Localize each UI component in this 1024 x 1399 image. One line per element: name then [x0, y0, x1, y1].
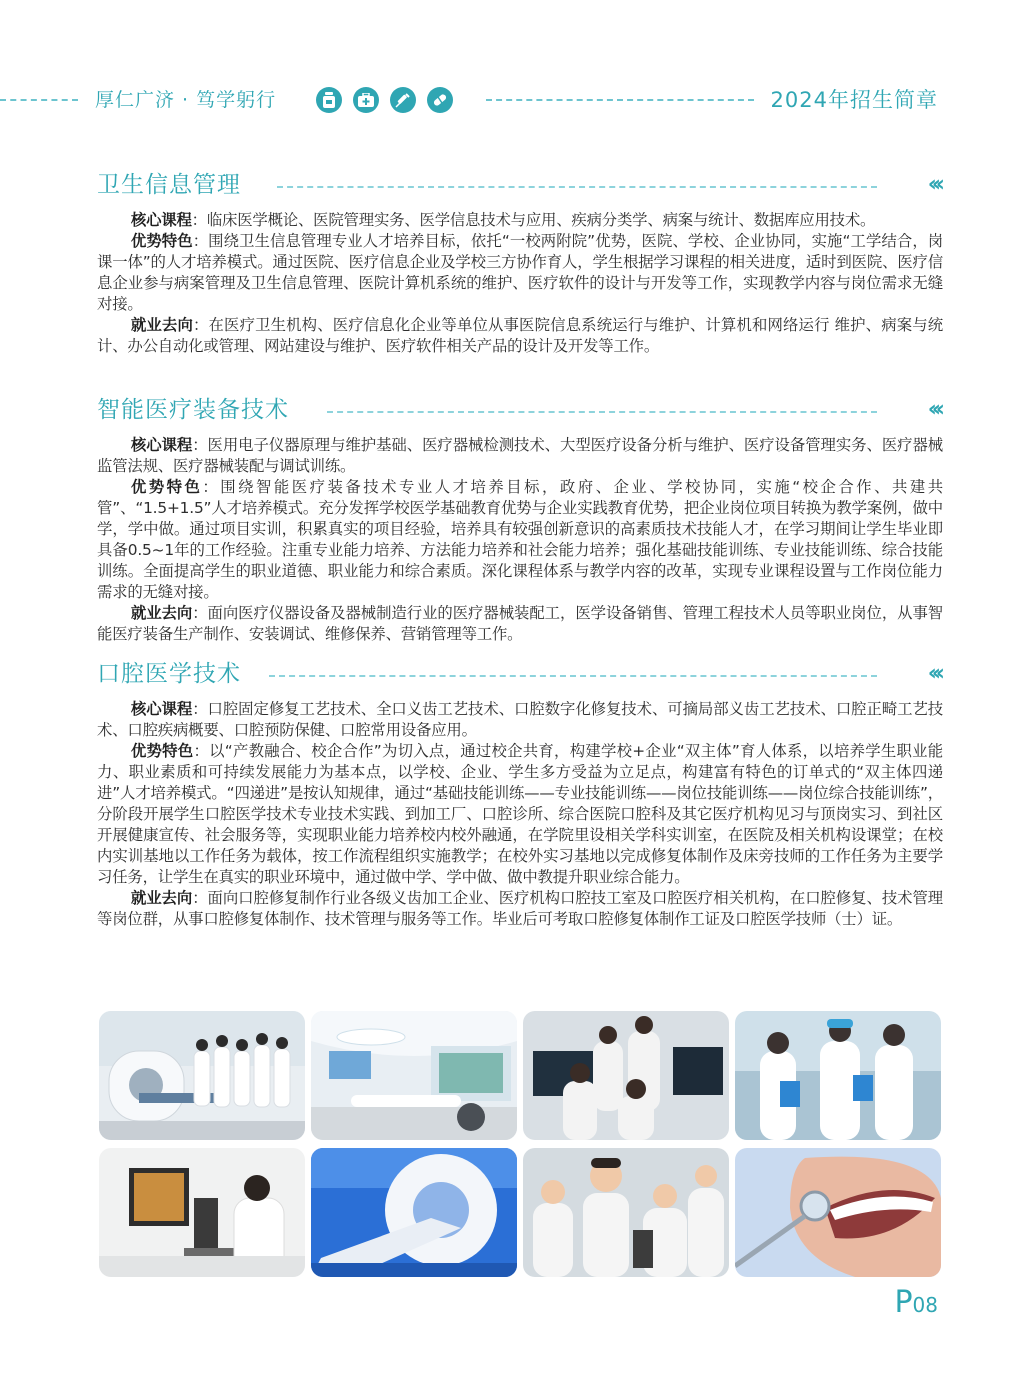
features-paragraph: 优势特色：围绕智能医疗装备技术专业人才培养目标，政府、企业、学校协同，实施“校企合作、共建共管”、“1.5+1.5”人才培养模式。充分发挥学校医学基础教育优势与企业实践教育优势，把企业岗位项目转换为教学案例，做中学，学中做。通过项目实训，积累真实的项目经验，培养具有较强创新意识的高素质技术技能人才，在学习期间让学生毕业即具备0.5~1年的工作经验。注重专业能力培养、方法能力培养和社会能力培养；强化基础技能训练、专业技能训练、综合技能训练。全面提高学生的职业道德、职业能力和综合素质。深化课程体系与教学内容的改革，实现专业课程设置与工作岗位能力需求的无缝对接。	[97, 478, 943, 601]
core-courses-paragraph: 核心课程：医用电子仪器原理与维护基础、医疗器械检测技术、大型医疗设备分析与维护、医疗设备管理实务、医疗器械监管法规、医疗器械装配与调试训练。	[97, 436, 943, 475]
features-paragraph: 优势特色：以“产教融合、校企合作”为切入点，通过校企共育，构建学校+企业“双主体”育人体系，以培养学生职业能力、职业素质和可持续发展能力为基本点，以学校、企业、学生多方受益为立足点，构建富有特色的订单式的“双主体四递进”人才培养模式。“四递进”是按认知规律，通过“基础技能训练——专业技能训练——岗位技能训练——岗位综合技能训练”，分阶段开展学生口腔医学技术专业技术实践、到加工厂、口腔诊所、综合医院口腔科及其它医疗机构见习与顶岗实习、到社区开展健康宣传、社会服务等，实现职业能力培养校内校外融通，在学院里设相关学科实训室，在医院及相关机构设课堂；在校内实训基地以工作任务为载体，按工作流程组织实施教学；在校外实习基地以完成修复体制作及床旁技师的工作任务为主要学习任务，让学生在真实的职业环境中，通过做中学、学中做、做中教提升职业综合能力。	[97, 742, 943, 886]
paragraph-label: 就业去向	[130, 316, 193, 334]
school-motto: 厚仁广济 · 笃学躬行	[95, 89, 277, 111]
header-right-dash	[486, 99, 754, 101]
paragraph-label: 优势特色	[130, 232, 193, 250]
photo-grid	[99, 1011, 942, 1277]
header-left-dash	[0, 99, 78, 101]
section-dash-line	[269, 675, 877, 677]
photo-microscope-computer	[99, 1148, 305, 1277]
features-paragraph: 优势特色：围绕卫生信息管理专业人才培养目标，依托“一校两附院”优势，医院、学校、企业协同，实施“工学结合，岗课一体”的人才培养模式。通过医院、医疗信息企业及学校三方协作育人，学生根据学习课程的相关进度，适时到医院、医疗信息企业参与病案管理及卫生信息管理、医院计算机系统的维护、医疗软件的设计与开发等工作，实现教学内容与岗位需求无缝对接。	[97, 232, 943, 313]
photo-computer-lab	[523, 1011, 729, 1140]
medicine-bottle-icon	[316, 87, 342, 113]
core-courses-paragraph: 核心课程：临床医学概论、医院管理实务、医学信息技术与应用、疾病分类学、病案与统计、数据库应用技术。	[130, 211, 876, 229]
paragraph-label: 核心课程	[130, 211, 192, 229]
triple-chevron-left-icon: ‹‹‹	[927, 172, 940, 197]
section-header	[97, 168, 943, 204]
page-number-value: 08	[912, 1293, 938, 1317]
section-title: 卫生信息管理	[97, 172, 241, 198]
section-health-info-management	[97, 168, 943, 357]
paragraph-text: 围绕卫生信息管理专业人才培养目标，依托“一校两附院”优势，医院、学校、企业协同，实施“工学结合，岗课一体”的人才培养模式。通过医院、医疗信息企业及学校三方协作育人，学生根据学习课程的相关进度，适时到医院、医疗信息企业参与病案管理及卫生信息管理、医院计算机系统的维护、医疗软件的设计与开发等工作，实现教学内容与岗位需求无缝对接。	[97, 232, 943, 313]
page-number	[894, 1283, 938, 1327]
photo-group-microscope	[523, 1148, 729, 1277]
employment-paragraph: 就业去向：在医疗卫生机构、医疗信息化企业等单位从事医院信息系统运行与维护、计算机和网络运行 维护、病案与统计、办公自动化或管理、网站建设与维护、医疗软件相关产品的设计及开发等工作。	[97, 316, 943, 355]
section-title: 智能医疗装备技术	[97, 397, 289, 423]
page-header	[0, 84, 1024, 116]
paragraph-label: 核心课程	[130, 436, 193, 454]
paragraph-text: 口腔固定修复工艺技术、全口义齿工艺技术、口腔数字化修复技术、可摘局部义齿工艺技术、口腔正畸工艺技术、口腔疾病概要、口腔预防保健、口腔常用设备应用。	[97, 700, 943, 739]
brochure-title: 2024年招生简章	[770, 88, 938, 112]
section-dental-technology	[97, 657, 943, 930]
section-dash-line	[327, 411, 877, 413]
section-header	[97, 393, 943, 429]
first-aid-kit-icon	[353, 87, 379, 113]
header-icon-row	[316, 87, 453, 113]
paragraph-text: 面向口腔修复制作行业各级义齿加工企业、医疗机构口腔技工室及口腔医疗相关机构，在口腔修复、技术管理等岗位群，从事口腔修复体制作、技术管理与服务等工作。毕业后可考取口腔修复体制作工证及口腔医学技师（士）证。	[97, 889, 943, 928]
paragraph-text: 以“产教融合、校企合作”为切入点，通过校企共育，构建学校+企业“双主体”育人体系，以培养学生职业能力、职业素质和可持续发展能力为基本点，以学校、企业、学生多方受益为立足点，构建富有特色的订单式的“双主体四递进”人才培养模式。“四递进”是按认知规律，通过“基础技能训练——专业技能训练——岗位技能训练——岗位综合技能训练”，分阶段开展学生口腔医学技术专业技术实践、到加工厂、口腔诊所、综合医院口腔科及其它医疗机构见习与顶岗实习、到社区开展健康宣传、社会服务等，实现职业能力培养校内校外融通，在学院里设相关学科实训室，在医院及相关机构设课堂；在校内实训基地以工作任务为载体，按工作流程组织实施教学；在校外实习基地以完成修复体制作及床旁技师的工作任务为主要学习任务，让学生在真实的职业环境中，通过做中学、学中做、做中教提升职业综合能力。	[97, 742, 943, 886]
section-dash-line	[277, 186, 877, 188]
photo-students-with-clipboards	[735, 1011, 941, 1140]
pill-icon	[427, 87, 453, 113]
triple-chevron-left-icon: ‹‹‹	[927, 397, 940, 422]
paragraph-label: 优势特色	[130, 742, 194, 760]
triple-chevron-left-icon: ‹‹‹	[927, 661, 940, 686]
syringe-icon	[390, 87, 416, 113]
paragraph-label: 优势特色	[130, 478, 203, 496]
employment-paragraph: 就业去向：面向医疗仪器设备及器械制造行业的医疗器械装配工，医学设备销售、管理工程技术人员等职业岗位，从事智能医疗装备生产制作、安装调试、维修保养、营销管理等工作。	[97, 604, 943, 643]
paragraph-text: 临床医学概论、医院管理实务、医学信息技术与应用、疾病分类学、病案与统计、数据库应用技术。	[206, 211, 876, 229]
paragraph-text: 围绕智能医疗装备技术专业人才培养目标，政府、企业、学校协同，实施“校企合作、共建共管”、“1.5+1.5”人才培养模式。充分发挥学校医学基础教育优势与企业实践教育优势，把企业岗位项目转换为教学案例，做中学，学中做。通过项目实训，积累真实的项目经验，培养具有较强创新意识的高素质技术技能人才，在学习期间让学生毕业即具备0.5~1年的工作经验。注重专业能力培养、方法能力培养和社会能力培养；强化基础技能训练、专业技能训练、综合技能训练。全面提高学生的职业道德、职业能力和综合素质。深化课程体系与教学内容的改革，实现专业课程设置与工作岗位能力需求的无缝对接。	[97, 478, 943, 601]
paragraph-label: 核心课程	[130, 700, 193, 718]
paragraph-text: 在医疗卫生机构、医疗信息化企业等单位从事医院信息系统运行与维护、计算机和网络运行 维护、病案与统计、办公自动化或管理、网站建设与维护、医疗软件相关产品的设计及开发等工作。	[97, 316, 943, 355]
photo-ct-scanner-class	[99, 1011, 305, 1140]
paragraph-label: 就业去向	[130, 604, 193, 622]
section-smart-medical-equipment	[97, 393, 943, 645]
employment-paragraph: 就业去向：面向口腔修复制作行业各级义齿加工企业、医疗机构口腔技工室及口腔医疗相关机构，在口腔修复、技术管理等岗位群，从事口腔修复体制作、技术管理与服务等工作。毕业后可考取口腔修复体制作工证及口腔医学技师（士）证。	[97, 889, 943, 928]
photo-training-lab-room	[311, 1011, 517, 1140]
photo-mri-scanner	[311, 1148, 517, 1277]
photo-dental-mirror-teeth	[735, 1148, 941, 1277]
paragraph-text: 面向医疗仪器设备及器械制造行业的医疗器械装配工，医学设备销售、管理工程技术人员等职业岗位，从事智能医疗装备生产制作、安装调试、维修保养、营销管理等工作。	[97, 604, 943, 643]
core-courses-paragraph: 核心课程：口腔固定修复工艺技术、全口义齿工艺技术、口腔数字化修复技术、可摘局部义齿工艺技术、口腔正畸工艺技术、口腔疾病概要、口腔预防保健、口腔常用设备应用。	[97, 700, 943, 739]
section-header	[97, 657, 943, 693]
paragraph-text: 医用电子仪器原理与维护基础、医疗器械检测技术、大型医疗设备分析与维护、医疗设备管理实务、医疗器械监管法规、医疗器械装配与调试训练。	[97, 436, 943, 475]
paragraph-label: 就业去向	[130, 889, 193, 907]
page-number-prefix: P	[894, 1285, 913, 1320]
section-title: 口腔医学技术	[97, 661, 241, 687]
